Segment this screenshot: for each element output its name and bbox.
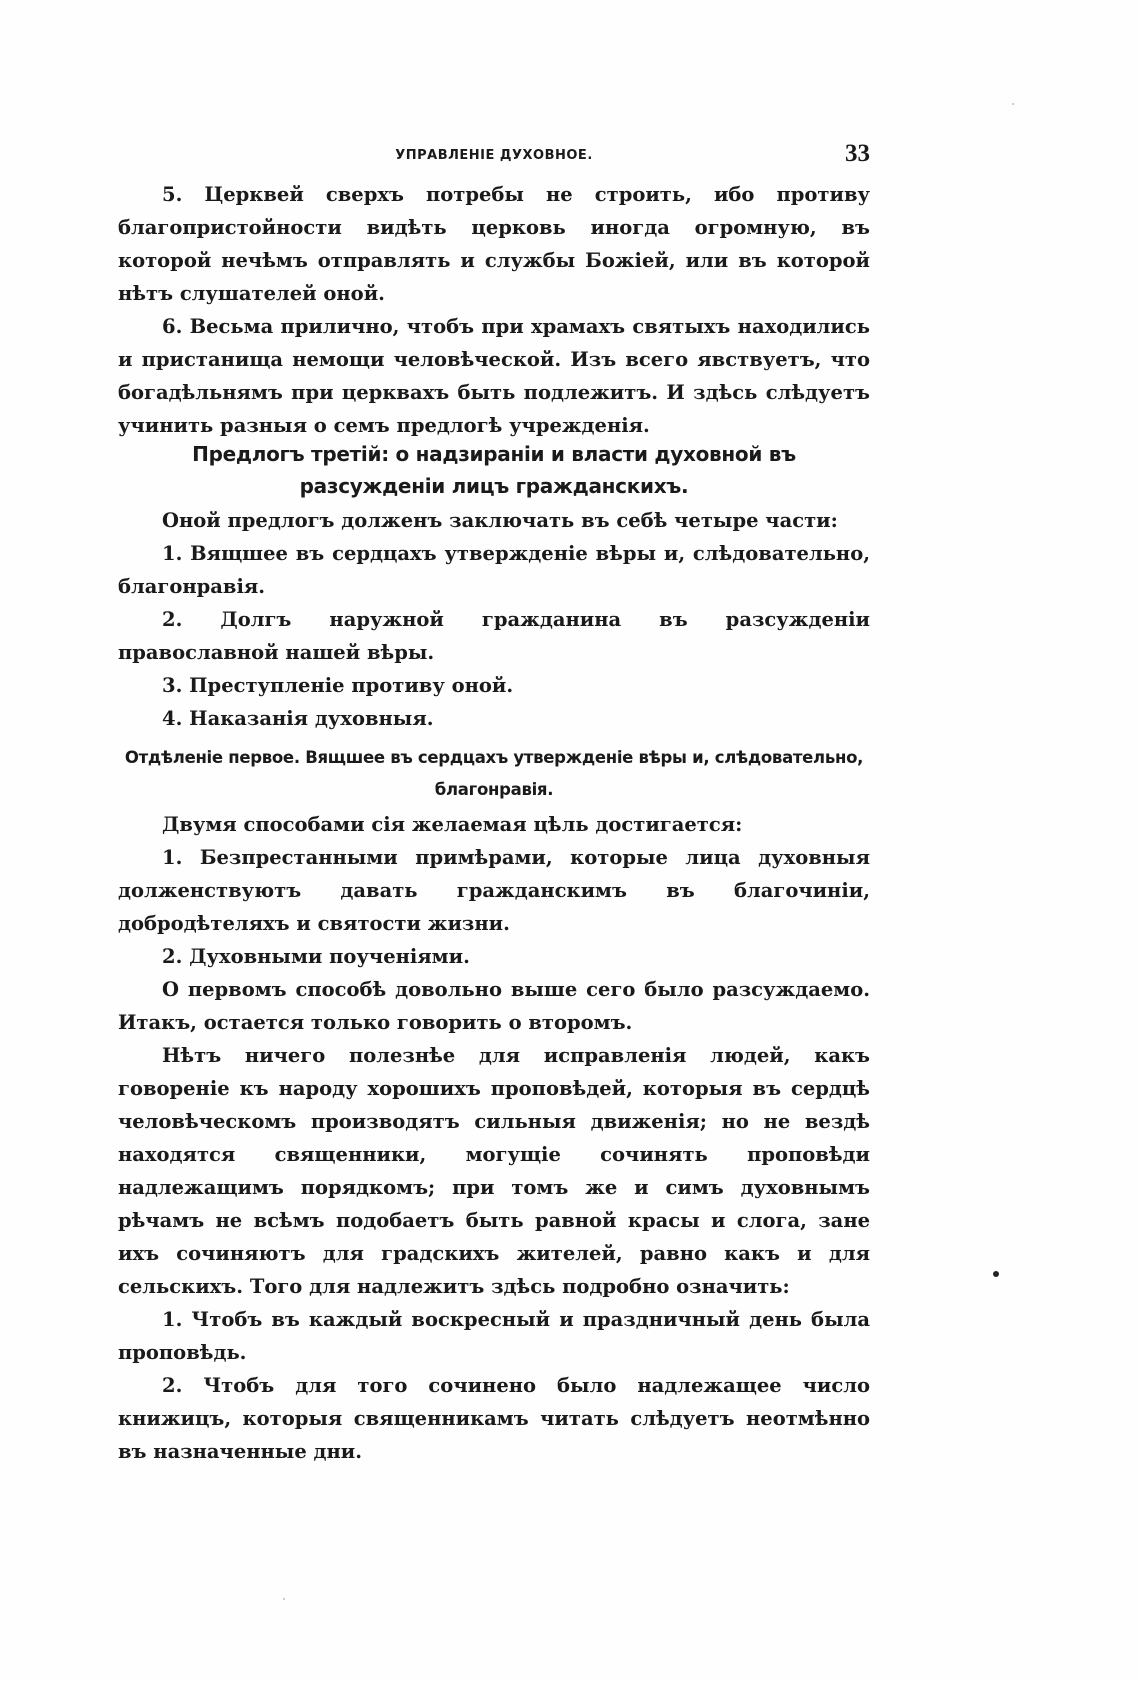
paragraph: О первомъ способѣ довольно выше сего было разсуждаемо. Итакъ, остается только говорить о второмъ. — [118, 978, 870, 1034]
paragraph: 1. Чтобъ въ каждый воскресный и праздничный день была проповѣдь. — [118, 1308, 870, 1364]
ink-dot — [993, 1271, 999, 1277]
running-header — [118, 140, 870, 174]
paragraph: Двумя способами сія желаемая цѣль достигается: — [162, 813, 743, 836]
running-title: УПРАВЛЕНІЕ ДУХОВНОЕ. — [395, 148, 593, 163]
paragraph-5: 5. Церквей сверхъ потребы не строить, ибо противу благопристойности видѣть церковь иногда огромную, въ которой нечѣмъ отправлять и службы Божіей, или въ которой нѣтъ слушателей оной. — [118, 183, 870, 305]
section-first — [118, 742, 870, 1468]
paragraph-6: 6. Весьма прилично, чтобъ при храмахъ святыхъ находились и пристанища немощи человѣческой. Изъ всего явствуетъ, что богадѣльнямъ при церквахъ быть подлежитъ. И здѣсь слѣдуетъ учинить разныя о семъ предлогѣ учрежденія. — [118, 315, 870, 437]
list-item: 2. Долгъ наружной гражданина въ разсужденіи православной нашей вѣры. — [118, 608, 870, 664]
section-third — [118, 438, 870, 735]
list-item: 1. Вящшее въ сердцахъ утвержденіе вѣры и, слѣдовательно, благонравія. — [118, 542, 870, 598]
paper-speck — [283, 1598, 285, 1600]
paper-speck — [1012, 103, 1014, 105]
page-number: 33 — [845, 140, 870, 167]
list-item: 3. Преступленіе противу оной. — [162, 674, 514, 697]
list-item: 4. Наказанія духовныя. — [162, 707, 434, 730]
paragraph: 2. Духовными поученіями. — [162, 945, 470, 968]
paragraph: 1. Безпрестанными примѣрами, которые лица духовныя долженствуютъ давать гражданскимъ въ благочиніи, добродѣтеляхъ и святости жизни. — [118, 846, 870, 935]
paragraph: Нѣтъ ничего полезнѣе для исправленія людей, какъ говореніе къ народу хорошихъ проповѣдей, которыя въ сердцѣ человѣческомъ производятъ сильныя движенія; но не вездѣ находятся священники, могущіе сочинять проповѣди надлежащимъ порядкомъ; при томъ же и симъ духовнымъ рѣчамъ не всѣмъ подобаетъ быть равной красы и слога, зане ихъ сочиняютъ для градскихъ жителей, равно какъ и для сельскихъ. Того для надлежитъ здѣсь подробно означить: — [118, 1044, 870, 1298]
section-heading-third: Предлогъ третій: о надзираніи и власти духовной въ разсужденіи лицъ гражданскихъ. — [192, 442, 796, 498]
section-heading-first: Отдѣленіе первое. Вящшее въ сердцахъ утвержденіе вѣры и, слѣдовательно, благонравія. — [124, 748, 864, 799]
top-paragraphs — [118, 178, 870, 442]
paragraph: 2. Чтобъ для того сочинено было надлежащее число книжицъ, которыя священникамъ читать слѣдуетъ неотмѣнно въ назначенные дни. — [118, 1374, 870, 1463]
section-intro: Оной предлогъ долженъ заключать въ себѣ четыре части: — [162, 509, 838, 532]
